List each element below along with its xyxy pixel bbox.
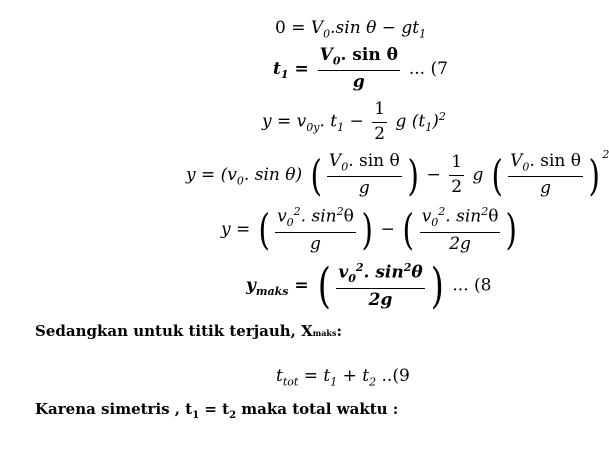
- text-line-symmetric: Karena simetris , $t_1 = t_2$ maka total waktu :: [35, 400, 399, 421]
- eq1-lhs: 0 =: [275, 18, 306, 38]
- eq2-fraction: $\frac{V_0. \sin \theta}{g}$: [319, 45, 398, 93]
- text-line-farthest-point: Sedangkan untuk titik terjauh, Xmaks:: [35, 322, 343, 340]
- equation-3: $y = v_{0y}$. $t_1$ − $\frac{1}{2}$ g $(t_1)^2$: [262, 99, 446, 144]
- equation-6: $y_{maks}$ = ( $\frac{v_0^2. \sin^2\theta}{2g}$ ) ... (8: [246, 258, 492, 315]
- equation-2: $t_1$ = $\frac{V_0. \sin \theta}{g}$ ... (7: [273, 45, 448, 93]
- equation-1: $0 = V_0.\sin$ $\theta - gt_1$: [275, 18, 427, 41]
- equation-5: y = ( $\frac{v_0^2. \sin^2\theta}{g}$ ) − ( $\frac{v_0^2. \sin^2\theta}{2g}$ ): [221, 205, 518, 255]
- eq2-reference: ... (7: [408, 58, 448, 79]
- eq6-reference: ... (8: [452, 275, 492, 296]
- equation-4: $y = (v_0$. sin θ) ( $\frac{V_0. \sin \theta}{g}$ ) − $\frac{1}{2}$ g ( $\frac{V_0. \sin \theta}{g}$ ) $^2$: [186, 148, 609, 200]
- equation-7: $t_{tot} = t_1 + t_2$ ..(9: [276, 366, 410, 389]
- eq7-reference: ..(9: [381, 366, 410, 386]
